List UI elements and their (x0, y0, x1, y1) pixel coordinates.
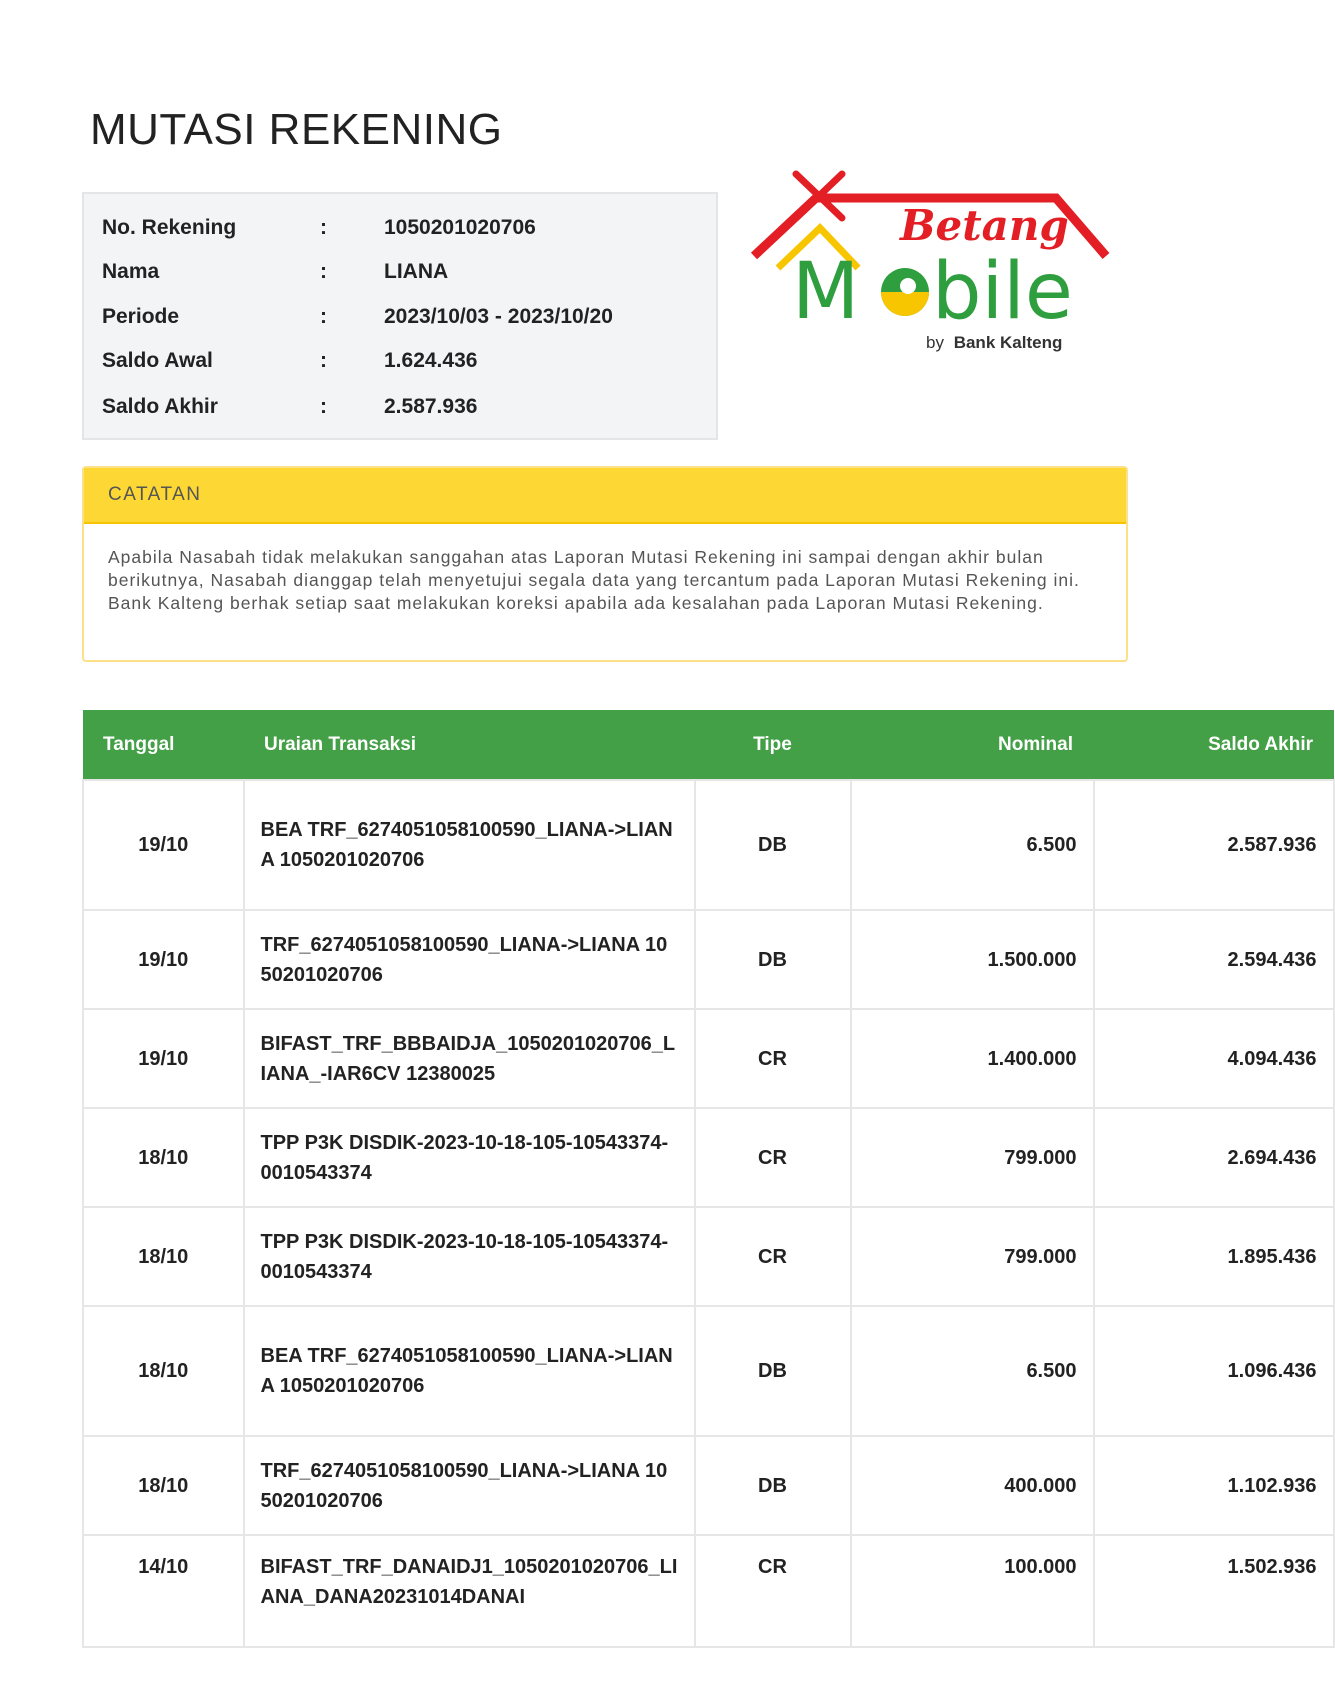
page-title: MUTASI REKENING (90, 105, 503, 154)
cell-description: TPP P3K DISDIK-2023-10-18-105-10543374-0010543374 (244, 1207, 695, 1306)
cell-description: BEA TRF_6274051058100590_LIANA->LIANA 1050201020706 (244, 1306, 695, 1436)
table-row (83, 1535, 1334, 1647)
info-separator: : (320, 216, 327, 239)
header-date: Tanggal (83, 710, 244, 780)
cell-date: 18/10 (83, 1108, 244, 1207)
info-value: 1050201020706 (384, 216, 536, 239)
cell-amount: 799.000 (851, 1207, 1094, 1306)
cell-type: CR (695, 1009, 851, 1108)
cell-type: DB (695, 910, 851, 1009)
table-row (83, 1009, 1334, 1108)
info-value: LIANA (384, 260, 449, 283)
table-header-row (83, 710, 1334, 780)
note-body: Apabila Nasabah tidak melakukan sanggahan atas Laporan Mutasi Rekening ini sampai dengan akhir bulan berikutnya, Nasabah dianggap telah menyetujui segala data yang tercantum pada Laporan Mutasi Rekening ini. Bank Kalteng berhak setiap saat melakukan koreksi apabila ada kesalahan pada Laporan Mutasi Rekening. (108, 547, 1080, 613)
cell-amount: 400.000 (851, 1436, 1094, 1535)
cell-date: 18/10 (83, 1207, 244, 1306)
logo-word-bile: bile (932, 247, 1073, 337)
svg-text:by Bank Kalteng (926, 333, 1062, 352)
cell-description: TRF_6274051058100590_LIANA->LIANA 1050201020706 (244, 910, 695, 1009)
cell-date: 19/10 (83, 910, 244, 1009)
info-separator: : (320, 305, 327, 328)
cell-description: BIFAST_TRF_BBBAIDJA_1050201020706_LIANA_-IAR6CV 12380025 (244, 1009, 695, 1108)
cell-balance: 4.094.436 (1094, 1009, 1334, 1108)
info-separator: : (320, 349, 327, 372)
cell-balance: 2.594.436 (1094, 910, 1334, 1009)
cell-type: CR (695, 1108, 851, 1207)
cell-balance: 2.694.436 (1094, 1108, 1334, 1207)
note-heading: CATATAN (84, 468, 1126, 524)
info-label: Nama (102, 260, 160, 283)
cell-description: TPP P3K DISDIK-2023-10-18-105-10543374-0010543374 (244, 1108, 695, 1207)
logo-word-betang: Betang (900, 201, 1069, 250)
header-type: Tipe (695, 710, 851, 780)
cell-amount: 1.400.000 (851, 1009, 1094, 1108)
logo-letter-m: M (792, 247, 860, 337)
header-amount: Nominal (851, 710, 1094, 780)
cell-balance: 1.102.936 (1094, 1436, 1334, 1535)
note-box (82, 466, 1128, 662)
cell-type: DB (695, 780, 851, 910)
cell-balance: 1.096.436 (1094, 1306, 1334, 1436)
info-value: 1.624.436 (384, 349, 478, 372)
logo-tagline-prefix: by (926, 333, 944, 352)
cell-date: 18/10 (83, 1306, 244, 1436)
table-row (83, 1108, 1334, 1207)
cell-date: 19/10 (83, 1009, 244, 1108)
cell-date: 19/10 (83, 780, 244, 910)
cell-balance: 1.895.436 (1094, 1207, 1334, 1306)
info-label: No. Rekening (102, 216, 237, 239)
table-row (83, 1207, 1334, 1306)
info-value: 2.587.936 (384, 395, 478, 418)
cell-description: BEA TRF_6274051058100590_LIANA->LIANA 1050201020706 (244, 780, 695, 910)
cell-type: DB (695, 1306, 851, 1436)
cell-amount: 100.000 (851, 1535, 1094, 1647)
cell-description: TRF_6274051058100590_LIANA->LIANA 1050201020706 (244, 1436, 695, 1535)
account-info-box (82, 192, 718, 440)
logo-o-icon (881, 268, 929, 316)
cell-amount: 799.000 (851, 1108, 1094, 1207)
cell-description: BIFAST_TRF_DANAIDJ1_1050201020706_LIANA_DANA20231014DANAI (244, 1535, 695, 1647)
table-row (83, 780, 1334, 910)
cell-balance: 2.587.936 (1094, 780, 1334, 910)
cell-type: DB (695, 1436, 851, 1535)
logo-tagline-bank: Bank Kalteng (953, 333, 1063, 352)
info-label: Saldo Awal (102, 349, 213, 372)
cell-amount: 6.500 (851, 780, 1094, 910)
info-separator: : (320, 395, 327, 418)
betang-mobile-logo (750, 168, 1110, 358)
cell-balance: 1.502.936 (1094, 1535, 1334, 1647)
header-balance: Saldo Akhir (1094, 710, 1334, 780)
cell-type: CR (695, 1535, 851, 1647)
cell-amount: 6.500 (851, 1306, 1094, 1436)
info-value: 2023/10/03 - 2023/10/20 (384, 305, 613, 328)
info-label: Saldo Akhir (102, 395, 218, 418)
cell-date: 14/10 (83, 1535, 244, 1647)
table-row (83, 1306, 1334, 1436)
header-description: Uraian Transaksi (244, 710, 695, 780)
transaction-table (82, 710, 1335, 1648)
info-separator: : (320, 260, 327, 283)
table-row (83, 910, 1334, 1009)
cell-amount: 1.500.000 (851, 910, 1094, 1009)
info-label: Periode (102, 305, 180, 328)
table-row (83, 1436, 1334, 1535)
cell-type: CR (695, 1207, 851, 1306)
cell-date: 18/10 (83, 1436, 244, 1535)
